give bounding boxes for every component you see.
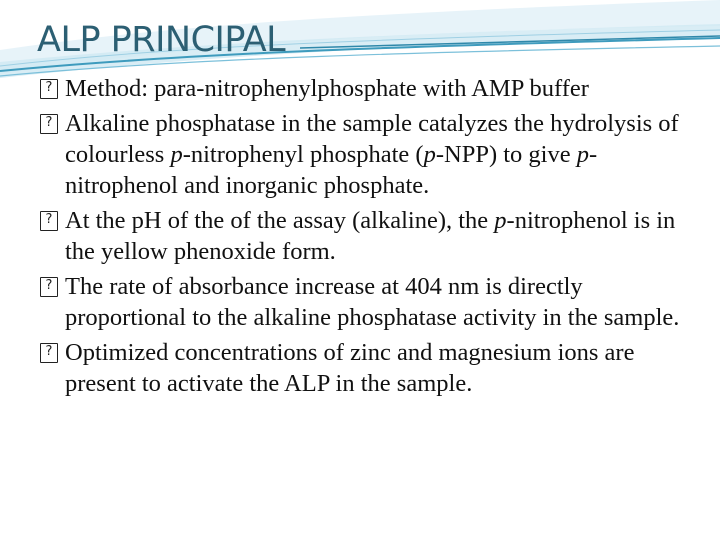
bullet-text-segment: -nitrophenyl phosphate ( — [182, 141, 424, 168]
bullet-list — [40, 73, 704, 403]
bullet-text-italic-segment: p — [423, 141, 436, 168]
bullet-item — [40, 73, 704, 104]
bullet-text-segment: -NPP) to give — [435, 141, 577, 168]
bullet-text-segment: Alkaline phosphatase in the sample catalyzes the hydrolysis of colourless — [65, 110, 679, 168]
bullet-item — [40, 337, 704, 399]
bullet-text — [65, 273, 679, 331]
bullet-text-segment: -nitrophenol is in the yellow phenoxide form. — [65, 207, 676, 265]
bullet-text — [65, 207, 675, 265]
bullet-text-segment: Method: para-nitrophenylphosphate with AMP buffer — [65, 75, 589, 102]
missing-glyph-box-icon — [40, 211, 58, 231]
bullet-text-italic-segment: p — [170, 141, 183, 168]
slide-title: ALP PRINCIPAL — [37, 20, 286, 60]
bullet-item — [40, 271, 704, 333]
missing-glyph-box-icon — [40, 343, 58, 363]
missing-glyph-box-icon — [40, 277, 58, 297]
missing-glyph-box-icon — [40, 79, 58, 99]
bullet-text-segment: -nitrophenol and inorganic phosphate. — [65, 141, 598, 199]
missing-glyph-box-icon — [40, 114, 58, 134]
bullet-text — [65, 75, 589, 102]
bullet-text — [65, 339, 634, 397]
bullet-text-segment: The rate of absorbance increase at 404 nm is directly proportional to the alkaline phosphatase activity in the sample. — [65, 273, 680, 331]
bullet-text-segment: At the pH of the of the assay (alkaline), the — [65, 207, 495, 234]
bullet-text-segment: Optimized concentrations of zinc and magnesium ions are present to activate the ALP in the sample. — [65, 339, 635, 397]
bullet-text-italic-segment: p — [494, 207, 507, 234]
bullet-text — [65, 110, 679, 199]
bullet-item — [40, 108, 704, 201]
bullet-item — [40, 205, 704, 267]
bullet-text-italic-segment: p — [576, 141, 589, 168]
